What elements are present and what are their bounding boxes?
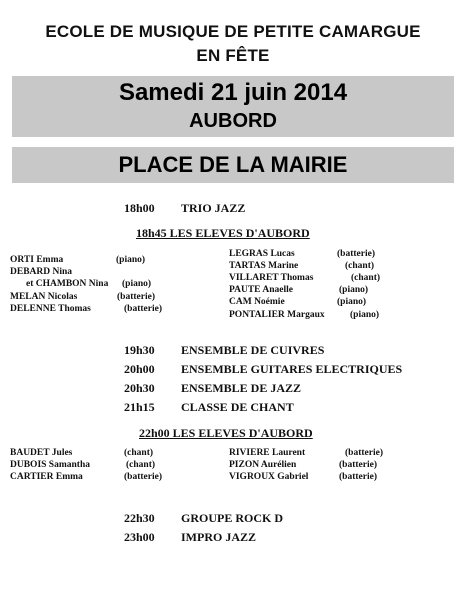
- performer-name: MELAN Nicolas: [10, 292, 78, 302]
- place-banner: [12, 147, 454, 183]
- performer-instrument: (batterie): [337, 249, 375, 259]
- performer-name: DEBARD Nina: [10, 267, 73, 277]
- performer-name: et CHAMBON Nina: [26, 279, 109, 289]
- performer-instrument: (piano): [339, 285, 369, 295]
- performer-instrument: (batterie): [117, 292, 155, 302]
- section-title-1: 18h45 LES ELEVES D'AUBORD: [136, 226, 310, 240]
- performer-instrument: (batterie): [124, 472, 162, 482]
- date-banner: [12, 76, 454, 137]
- performer-name: ORTI Emma: [10, 255, 64, 265]
- schedule-time: 19h30: [124, 343, 155, 357]
- performer-name: PONTALIER Margaux: [229, 310, 325, 320]
- performer-name: TARTAS Marine: [229, 261, 299, 271]
- event-town: AUBORD: [189, 110, 277, 132]
- schedule-time: 20h00: [124, 362, 155, 376]
- event-place: PLACE DE LA MAIRIE: [118, 152, 348, 177]
- performer-instrument: (piano): [350, 310, 380, 320]
- performer-instrument: (chant): [126, 460, 156, 470]
- performer-name: BAUDET Jules: [10, 448, 73, 458]
- performer-name: DUBOIS Samantha: [10, 460, 90, 470]
- poster-title-line2: EN FÊTE: [196, 46, 270, 65]
- performer-name: LEGRAS Lucas: [229, 249, 295, 259]
- schedule-act: IMPRO JAZZ: [181, 530, 256, 544]
- performer-name: PAUTE Anaelle: [229, 285, 293, 295]
- performer-instrument: (batterie): [345, 448, 383, 458]
- event-date: Samedi 21 juin 2014: [118, 79, 348, 106]
- schedule-time: 18h00: [124, 201, 155, 215]
- performer-name: RIVIERE Laurent: [229, 448, 306, 458]
- performer-instrument: (piano): [122, 279, 152, 289]
- schedule-act: TRIO JAZZ: [181, 201, 246, 215]
- performer-instrument: (batterie): [124, 304, 162, 314]
- section-title-2: 22h00 LES ELEVES D'AUBORD: [139, 426, 313, 440]
- schedule-time: 22h30: [124, 511, 155, 525]
- schedule-act: ENSEMBLE DE JAZZ: [181, 381, 302, 395]
- poster-title-line1: ECOLE DE MUSIQUE DE PETITE CAMARGUE: [45, 22, 421, 41]
- schedule-act: ENSEMBLE GUITARES ELECTRIQUES: [181, 362, 403, 376]
- performer-name: CARTIER Emma: [10, 472, 83, 482]
- performer-instrument: (piano): [116, 255, 146, 265]
- performer-name: DELENNE Thomas: [10, 304, 91, 314]
- performer-name: PIZON Aurélien: [229, 460, 297, 470]
- performer-name: VIGROUX Gabriel: [229, 472, 309, 482]
- schedule-act: CLASSE DE CHANT: [181, 400, 294, 414]
- performer-instrument: (chant): [124, 448, 154, 458]
- performer-instrument: (batterie): [339, 472, 377, 482]
- performer-instrument: (piano): [337, 297, 367, 307]
- schedule-act: GROUPE ROCK D: [181, 511, 283, 525]
- schedule-time: 23h00: [124, 530, 155, 544]
- performer-instrument: (chant): [345, 261, 375, 271]
- performer-instrument: (chant): [351, 273, 381, 283]
- schedule-act: ENSEMBLE DE CUIVRES: [181, 343, 325, 357]
- performer-name: VILLARET Thomas: [229, 273, 314, 283]
- performer-instrument: (batterie): [339, 460, 377, 470]
- schedule-time: 21h15: [124, 400, 155, 414]
- performer-name: CAM Noémie: [229, 297, 285, 307]
- schedule-time: 20h30: [124, 381, 155, 395]
